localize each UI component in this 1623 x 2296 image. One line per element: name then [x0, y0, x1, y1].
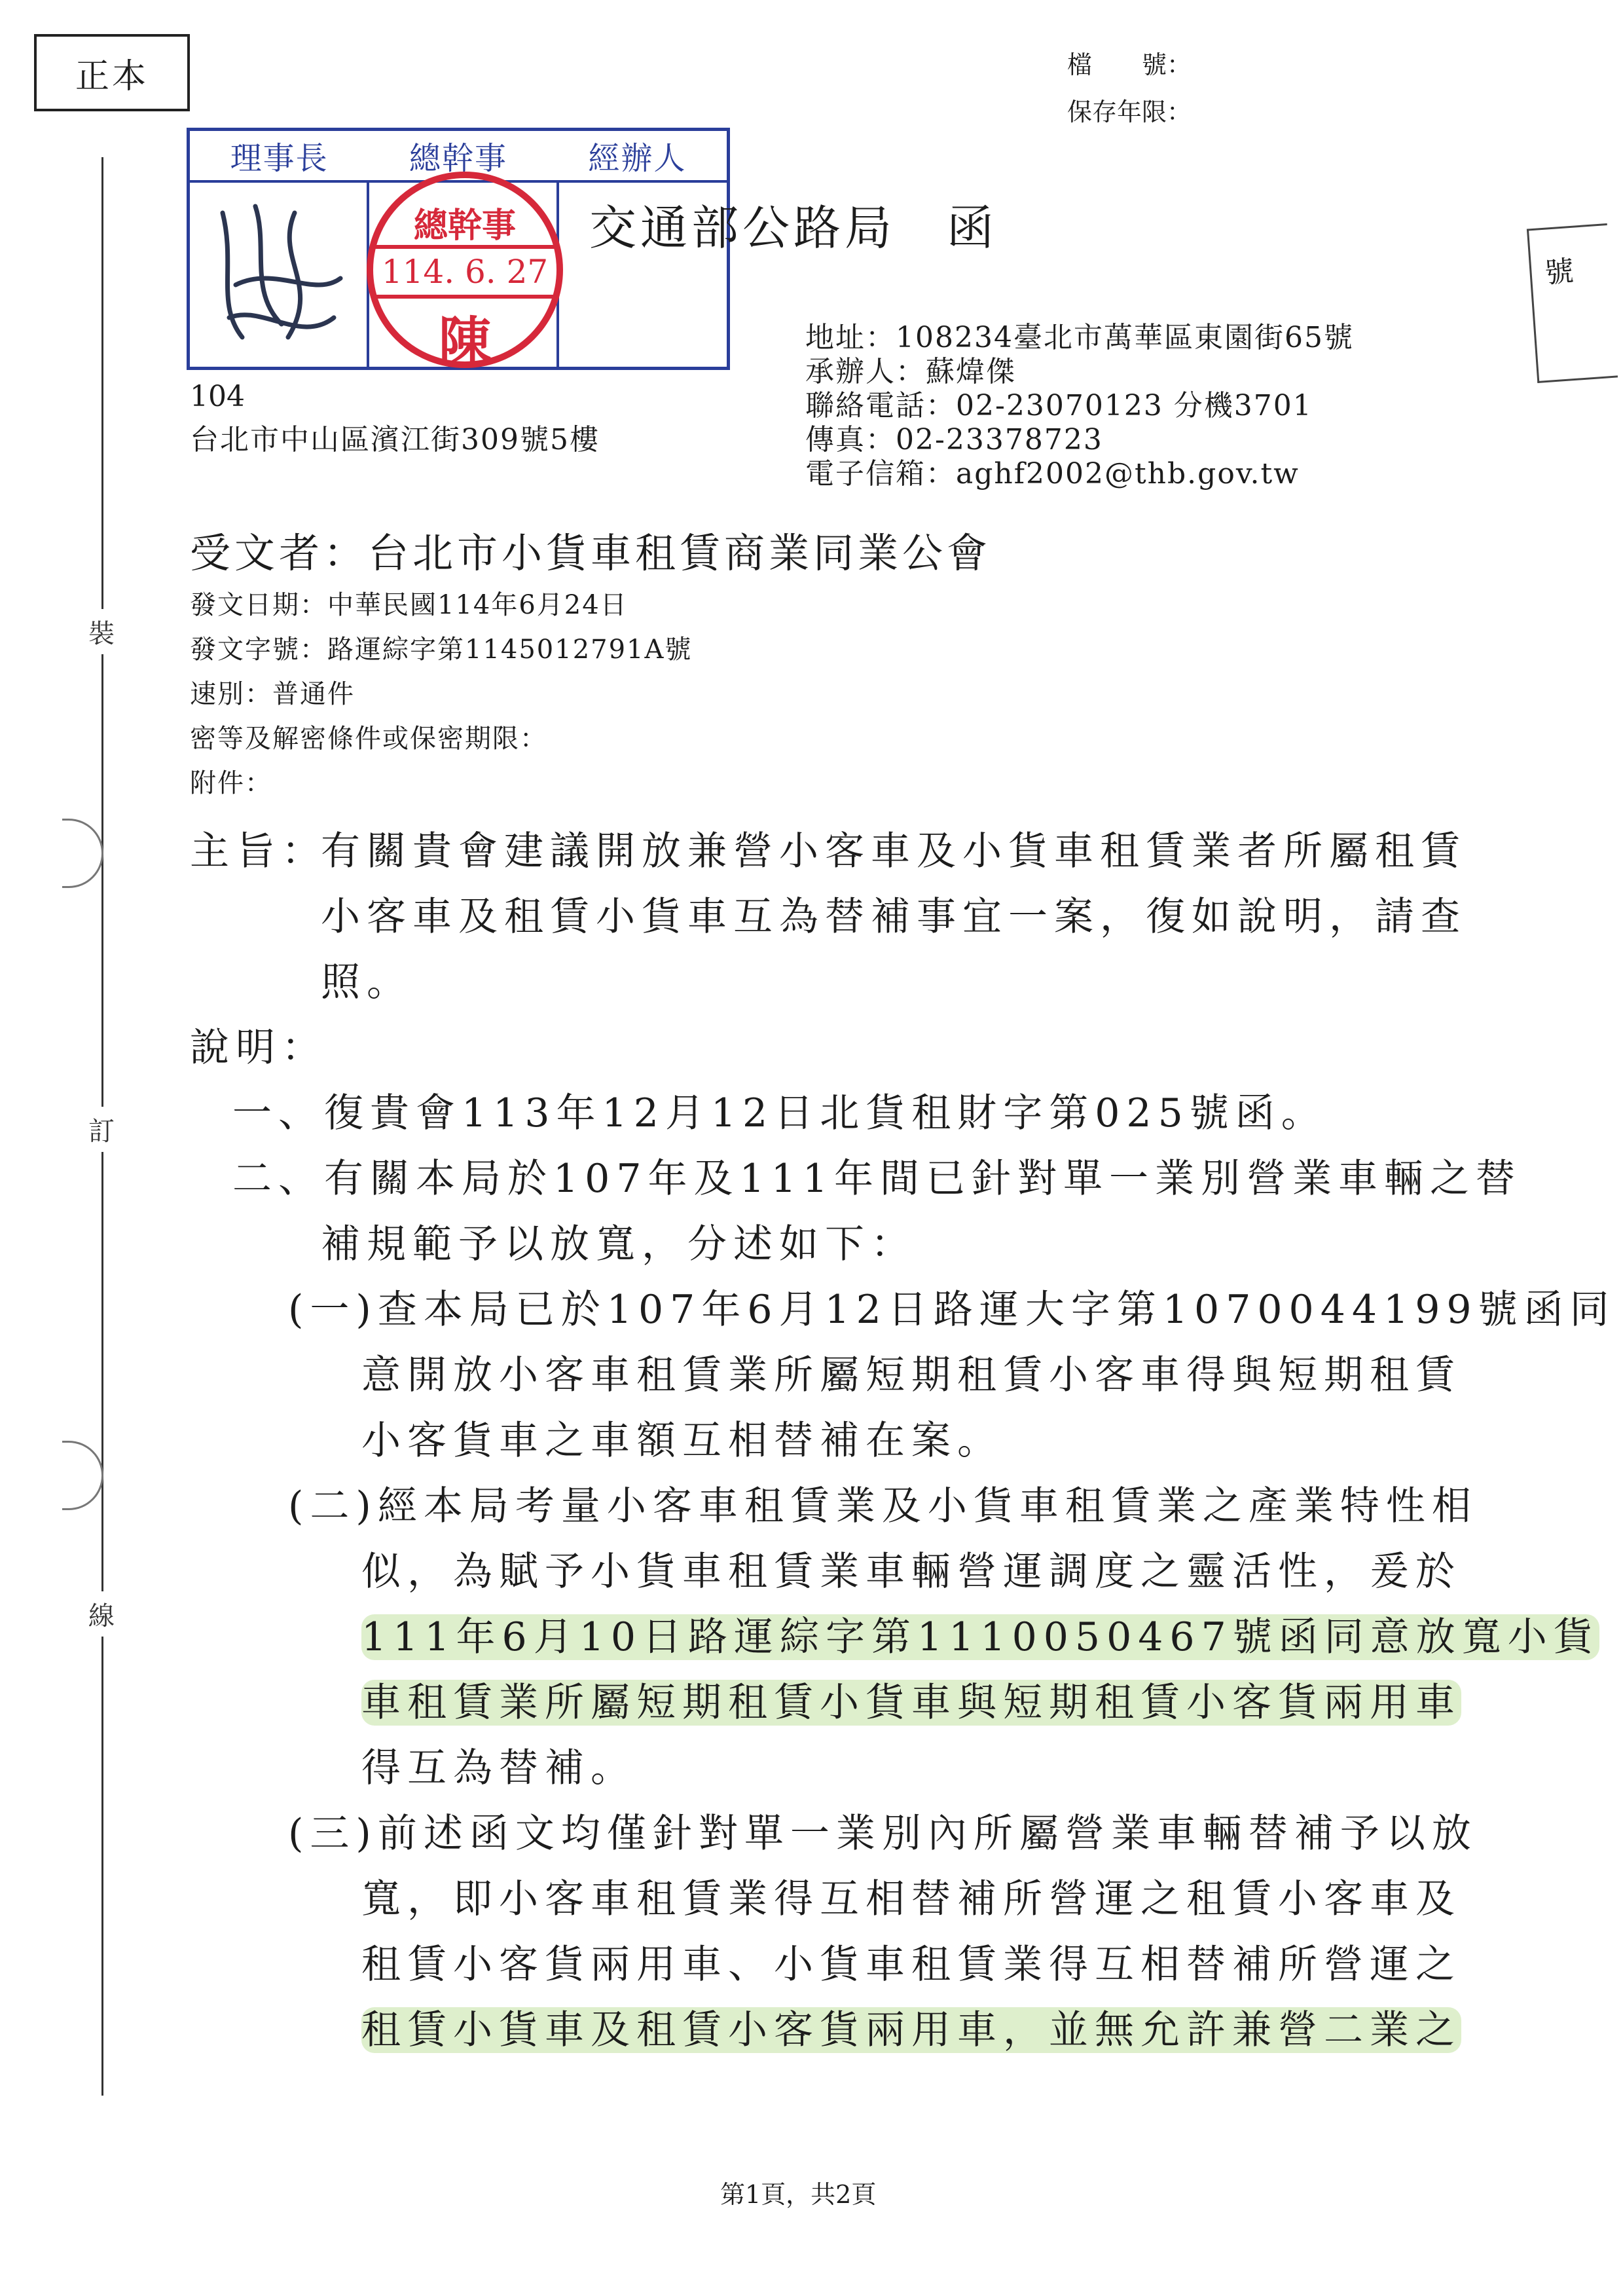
recipient-zip: 104	[190, 380, 245, 413]
contact-email: 電子信箱：aghf2002@thb.gov.tw	[805, 457, 1300, 491]
sub-item-1-line: 小客貨車之車額互相替補在案。	[361, 1418, 1003, 1464]
highlighted-text: 租賃小貨車及租賃小客貨兩用車，並無允許兼營二業之	[361, 2007, 1461, 2053]
punch-hole	[62, 819, 103, 888]
explain-item-1: 一、復貴會113年12月12日北貨租財字第025號函。	[232, 1090, 1327, 1136]
explain-item-2-line: 補規範予以放寬，分述如下：	[321, 1221, 917, 1267]
sub-item-2-line	[288, 1670, 1599, 1735]
explain-label: 說明：	[190, 1025, 327, 1071]
document-number: 發文字號：路運綜字第1145012791A號	[190, 635, 693, 665]
recipient-address: 台北市中山區濱江街309號5樓	[190, 423, 600, 456]
sub-item-1-line: 意開放小客車租賃業所屬短期租賃小客車得與短期租賃	[361, 1352, 1461, 1398]
contact-fax: 傳真：02-23378723	[805, 423, 1103, 456]
explain-item-2	[232, 1146, 1522, 1277]
subject-line: 小客車及租賃小貨車互為替補事宜一案，復如說明，請查	[321, 894, 1467, 940]
meta-block	[190, 583, 692, 805]
side-tab-char: 號	[1543, 254, 1575, 290]
sub-item-1	[288, 1277, 1616, 1473]
contact-address: 地址：108234臺北市萬華區東園街65號	[805, 321, 1354, 354]
punch-hole	[62, 1441, 103, 1510]
sub-item-2	[288, 1473, 1599, 1801]
attachment: 附件：	[190, 768, 272, 798]
sub-item-3-line	[288, 1997, 1478, 2063]
contact-phone: 聯絡電話：02-23070123 分機3701	[805, 389, 1313, 422]
file-number-label: 檔 號：	[1067, 50, 1192, 79]
approval-header-chairman: 理事長	[230, 140, 329, 177]
seal-date: 114. 6. 27	[373, 245, 556, 299]
explain-item-2-line: 二、有關本局於107年及111年間已針對單一業別營業車輛之替	[232, 1156, 1522, 1202]
highlighted-text: 111年6月10日路運綜字第1110050467號函同意放寬小貨	[361, 1614, 1599, 1660]
subject-label: 主旨：	[190, 828, 327, 874]
agency-title: 交通部公路局 函	[589, 200, 998, 255]
handwritten-signature	[196, 187, 360, 363]
recipient-line: 受文者：台北市小貨車租賃商業同業公會	[190, 529, 992, 577]
subject-line: 照。	[321, 959, 412, 1005]
binding-xian: 線	[88, 1591, 115, 1637]
sub-item-2-line	[288, 1604, 1599, 1670]
sub-item-3-line: 寬，即小客車租賃業得互相替補所營運之租賃小客車及	[361, 1876, 1461, 1922]
seal-name: 陳	[439, 310, 491, 372]
binding-ding: 訂	[88, 1107, 115, 1152]
sub-item-2-line: (二)經本局考量小客車租賃業及小貨車租賃業之產業特性相	[288, 1483, 1478, 1529]
sub-item-1-line: (一)查本局已於107年6月12日路運大字第1070044199號函同	[288, 1287, 1616, 1333]
page-number: 第1頁，共2頁	[720, 2180, 877, 2209]
approval-header-handler: 經辦人	[588, 140, 687, 177]
original-copy-label: 正本	[34, 34, 190, 111]
retention-period-label: 保存年限：	[1067, 98, 1192, 126]
contact-handler: 承辦人：蘇煒傑	[805, 355, 1016, 388]
sub-item-3	[288, 1801, 1478, 2063]
contact-block	[805, 321, 1354, 491]
side-tab-mark	[1527, 223, 1618, 383]
sub-item-3-line: (三)前述函文均僅針對單一業別內所屬營業車輛替補予以放	[288, 1811, 1478, 1857]
subject-text	[321, 819, 1467, 1015]
subject-line: 有關貴會建議開放兼營小客車及小貨車租賃業者所屬租賃	[321, 828, 1467, 874]
speed-class: 速別：普通件	[190, 679, 355, 709]
issue-date: 發文日期：中華民國114年6月24日	[190, 590, 628, 620]
sub-item-3-line: 租賃小客貨兩用車、小貨車租賃業得互相替補所營運之	[361, 1942, 1461, 1988]
binding-zhuang: 裝	[88, 609, 115, 654]
seal-title: 總幹事	[413, 206, 516, 246]
secretary-general-seal	[367, 172, 563, 372]
secrecy-level: 密等及解密條件或保密期限：	[190, 724, 547, 754]
sub-item-2-line: 得互為替補。	[361, 1745, 636, 1791]
sub-item-2-line: 似，為賦予小貨車租賃業車輛營運調度之靈活性，爰於	[361, 1549, 1461, 1595]
approval-header-secretary: 總幹事	[409, 140, 507, 177]
highlighted-text: 車租賃業所屬短期租賃小貨車與短期租賃小客貨兩用車	[361, 1680, 1461, 1726]
